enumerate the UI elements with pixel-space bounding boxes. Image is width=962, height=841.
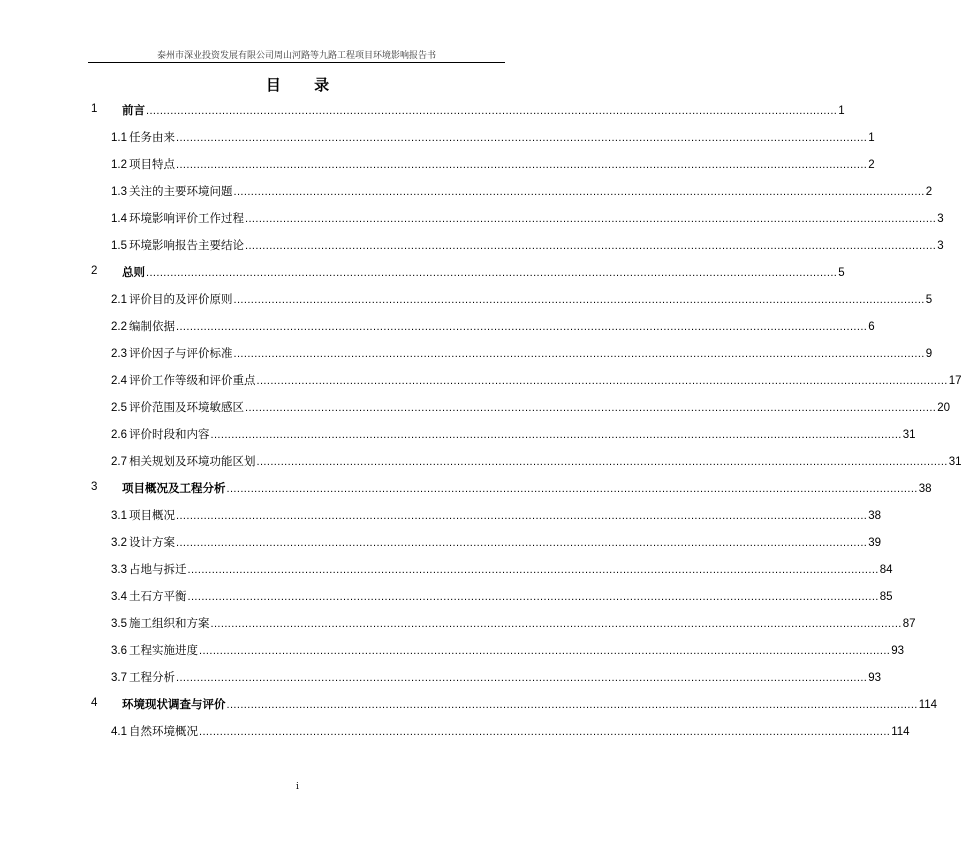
section-number: 1.4 xyxy=(111,213,127,225)
toc-chapter-entry[interactable] xyxy=(0,97,845,124)
toc-entry-label: 土石方平衡 xyxy=(129,589,187,603)
section-number: 1.1 xyxy=(111,132,127,144)
toc-entry-label: 任务由来 xyxy=(129,130,175,144)
toc-page-number: 1 xyxy=(868,132,875,144)
toc-entry-line xyxy=(111,237,944,253)
toc-page-number: 20 xyxy=(937,402,951,414)
section-number: 2.5 xyxy=(111,402,127,414)
dot-leader: ........................................................................................................................................................................................................ xyxy=(187,564,879,576)
section-number: 4.1 xyxy=(111,726,127,738)
toc-entry-line xyxy=(111,318,875,334)
toc-entry-label: 占地与拆迁 xyxy=(129,562,187,576)
toc-page-number: 2 xyxy=(868,159,875,171)
toc-page-number: 114 xyxy=(918,699,938,711)
toc-section-entry[interactable] xyxy=(0,502,882,529)
toc-section-entry[interactable] xyxy=(0,205,944,232)
dot-leader: ........................................................................................................................................................................................................ xyxy=(233,348,925,360)
toc-entry-label: 相关规划及环境功能区划 xyxy=(129,454,256,468)
chapter-number: 2 xyxy=(91,265,98,277)
header-rule xyxy=(88,62,505,63)
toc-entry-label: 项目特点 xyxy=(129,157,175,171)
toc-section-entry[interactable] xyxy=(0,232,944,259)
toc-section-entry[interactable] xyxy=(0,151,875,178)
toc-entry-line xyxy=(111,723,910,739)
dot-leader: ........................................................................................................................................................................................................ xyxy=(146,267,838,279)
dot-leader: ........................................................................................................................................................................................................ xyxy=(210,618,902,630)
toc-entry-label: 关注的主要环境问题 xyxy=(129,184,233,198)
dot-leader: ........................................................................................................................................................................................................ xyxy=(176,159,868,171)
toc-title: 目 录 xyxy=(265,76,344,94)
section-number: 3.1 xyxy=(111,510,127,522)
chapter-number: 4 xyxy=(91,697,98,709)
toc-entry-line xyxy=(111,507,882,523)
dot-leader: ........................................................................................................................................................................................................ xyxy=(245,213,937,225)
toc-section-entry[interactable] xyxy=(0,313,875,340)
toc-page-number: 3 xyxy=(937,240,944,252)
toc-entry-label: 总则 xyxy=(122,265,145,279)
toc-entry-label: 评价范围及环境敏感区 xyxy=(129,400,244,414)
toc-entry-line xyxy=(111,534,882,550)
chapter-number: 1 xyxy=(91,103,98,115)
section-number: 2.2 xyxy=(111,321,127,333)
dot-leader: ........................................................................................................................................................................................................ xyxy=(233,294,925,306)
toc-page-number: 85 xyxy=(879,591,893,603)
toc-section-entry[interactable] xyxy=(0,421,916,448)
toc-page-number: 31 xyxy=(902,429,916,441)
dot-leader: ........................................................................................................................................................................................................ xyxy=(176,132,868,144)
toc-entry-line xyxy=(111,183,933,199)
toc-entry-label: 评价时段和内容 xyxy=(129,427,210,441)
toc-entry-line xyxy=(111,588,893,604)
toc-entry-label: 前言 xyxy=(122,103,145,117)
dot-leader: ........................................................................................................................................................................................................ xyxy=(256,456,948,468)
section-number: 3.2 xyxy=(111,537,127,549)
section-number: 3.5 xyxy=(111,618,127,630)
section-number: 3.4 xyxy=(111,591,127,603)
toc-chapter-entry[interactable] xyxy=(0,691,938,718)
toc-section-entry[interactable] xyxy=(0,286,933,313)
toc-page-number: 9 xyxy=(925,348,933,360)
section-number: 1.5 xyxy=(111,240,127,252)
dot-leader: ........................................................................................................................................................................................................ xyxy=(199,726,891,738)
toc-section-entry[interactable] xyxy=(0,556,893,583)
section-number: 3.6 xyxy=(111,645,127,657)
toc-entry-line xyxy=(111,669,882,685)
dot-leader: ........................................................................................................................................................................................................ xyxy=(176,537,868,549)
section-number: 2.1 xyxy=(111,294,127,306)
toc-entry-line xyxy=(111,615,916,631)
section-number: 3.3 xyxy=(111,564,127,576)
toc-entry-line xyxy=(111,345,933,361)
section-number: 2.4 xyxy=(111,375,127,387)
toc-entry-label: 环境影响评价工作过程 xyxy=(129,211,244,225)
toc-page-number: 1 xyxy=(838,105,845,117)
dot-leader: ........................................................................................................................................................................................................ xyxy=(245,402,937,414)
toc-section-entry[interactable] xyxy=(0,367,962,394)
toc-section-entry[interactable] xyxy=(0,124,875,151)
toc-page-number: 87 xyxy=(902,618,916,630)
toc-page-number: 114 xyxy=(891,726,910,738)
toc-section-entry[interactable] xyxy=(0,718,910,745)
toc-entry-line xyxy=(111,291,933,307)
toc-page-number: 93 xyxy=(868,672,882,684)
toc-entry-label: 评价因子与评价标准 xyxy=(129,346,233,360)
toc-page-number: 38 xyxy=(918,483,932,495)
section-number: 3.7 xyxy=(111,672,127,684)
toc-entry-label: 评价工作等级和评价重点 xyxy=(129,373,256,387)
dot-leader: ........................................................................................................................................................................................................ xyxy=(199,645,891,657)
section-number: 2.3 xyxy=(111,348,127,360)
toc-entry-label: 施工组织和方案 xyxy=(129,616,210,630)
dot-leader: ........................................................................................................................................................................................................ xyxy=(245,240,937,252)
toc-entry-label: 工程实施进度 xyxy=(129,643,198,657)
toc-page-number: 31 xyxy=(948,456,962,468)
toc-entry-line xyxy=(122,102,845,118)
dot-leader: ........................................................................................................................................................................................................ xyxy=(146,105,838,117)
toc-page-number: 93 xyxy=(891,645,905,657)
toc-chapter-entry[interactable] xyxy=(0,259,845,286)
toc-entry-label: 评价目的及评价原则 xyxy=(129,292,233,306)
toc-page-number: 3 xyxy=(937,213,944,225)
toc-page-number: 39 xyxy=(868,537,882,549)
dot-leader: ........................................................................................................................................................................................................ xyxy=(176,510,868,522)
section-number: 2.7 xyxy=(111,456,127,468)
toc-page-number: 2 xyxy=(925,186,933,198)
toc-section-entry[interactable] xyxy=(0,583,893,610)
dot-leader: ........................................................................................................................................................................................................ xyxy=(176,321,868,333)
toc-entry-label: 项目概况 xyxy=(129,508,175,522)
section-number: 1.2 xyxy=(111,159,127,171)
toc-page-number: 5 xyxy=(925,294,933,306)
toc-section-entry[interactable] xyxy=(0,610,916,637)
toc-entry-line xyxy=(111,561,893,577)
toc-page-number: 5 xyxy=(838,267,845,279)
toc-entry-line xyxy=(111,642,905,658)
toc-entry-line xyxy=(111,129,875,145)
dot-leader: ........................................................................................................................................................................................................ xyxy=(256,375,948,387)
running-header: 泰州市深业投资发展有限公司周山河路等九路工程项目环境影响报告书 xyxy=(156,51,436,61)
toc-entry-line xyxy=(122,264,845,280)
dot-leader: ........................................................................................................................................................................................................ xyxy=(210,429,902,441)
toc-page-number: 38 xyxy=(868,510,882,522)
dot-leader: ........................................................................................................................................................................................................ xyxy=(187,591,879,603)
toc-entry-label: 环境现状调查与评价 xyxy=(122,697,226,711)
dot-leader: ........................................................................................................................................................................................................ xyxy=(226,483,918,495)
toc-section-entry[interactable] xyxy=(0,448,962,475)
toc-entry-line xyxy=(111,156,875,172)
section-number: 2.6 xyxy=(111,429,127,441)
toc-entry-line xyxy=(111,426,916,442)
page-number: i xyxy=(296,782,299,792)
toc-entry-label: 编制依据 xyxy=(129,319,175,333)
toc-entry-line xyxy=(111,372,962,388)
toc-section-entry[interactable] xyxy=(0,394,951,421)
toc-entry-line xyxy=(122,696,938,712)
toc-page-number: 6 xyxy=(868,321,875,333)
toc-entry-label: 环境影响报告主要结论 xyxy=(129,238,244,252)
toc-entry-label: 自然环境概况 xyxy=(129,724,198,738)
toc-page-number: 84 xyxy=(879,564,893,576)
toc-entry-line xyxy=(111,453,962,469)
toc-entry-line xyxy=(111,399,951,415)
toc-section-entry[interactable] xyxy=(0,529,882,556)
section-number: 1.3 xyxy=(111,186,127,198)
chapter-number: 3 xyxy=(91,481,98,493)
toc-section-entry[interactable] xyxy=(0,178,933,205)
toc-entry-label: 项目概况及工程分析 xyxy=(122,481,226,495)
dot-leader: ........................................................................................................................................................................................................ xyxy=(176,672,868,684)
dot-leader: ........................................................................................................................................................................................................ xyxy=(233,186,925,198)
dot-leader: ........................................................................................................................................................................................................ xyxy=(226,699,918,711)
toc-chapter-entry[interactable] xyxy=(0,475,932,502)
toc-page-number: 17 xyxy=(948,375,962,387)
toc-section-entry[interactable] xyxy=(0,637,905,664)
toc-section-entry[interactable] xyxy=(0,664,882,691)
toc-entry-line xyxy=(111,210,944,226)
toc-entry-line xyxy=(122,480,932,496)
toc-entry-label: 设计方案 xyxy=(129,535,175,549)
toc-entry-label: 工程分析 xyxy=(129,670,175,684)
toc-section-entry[interactable] xyxy=(0,340,933,367)
